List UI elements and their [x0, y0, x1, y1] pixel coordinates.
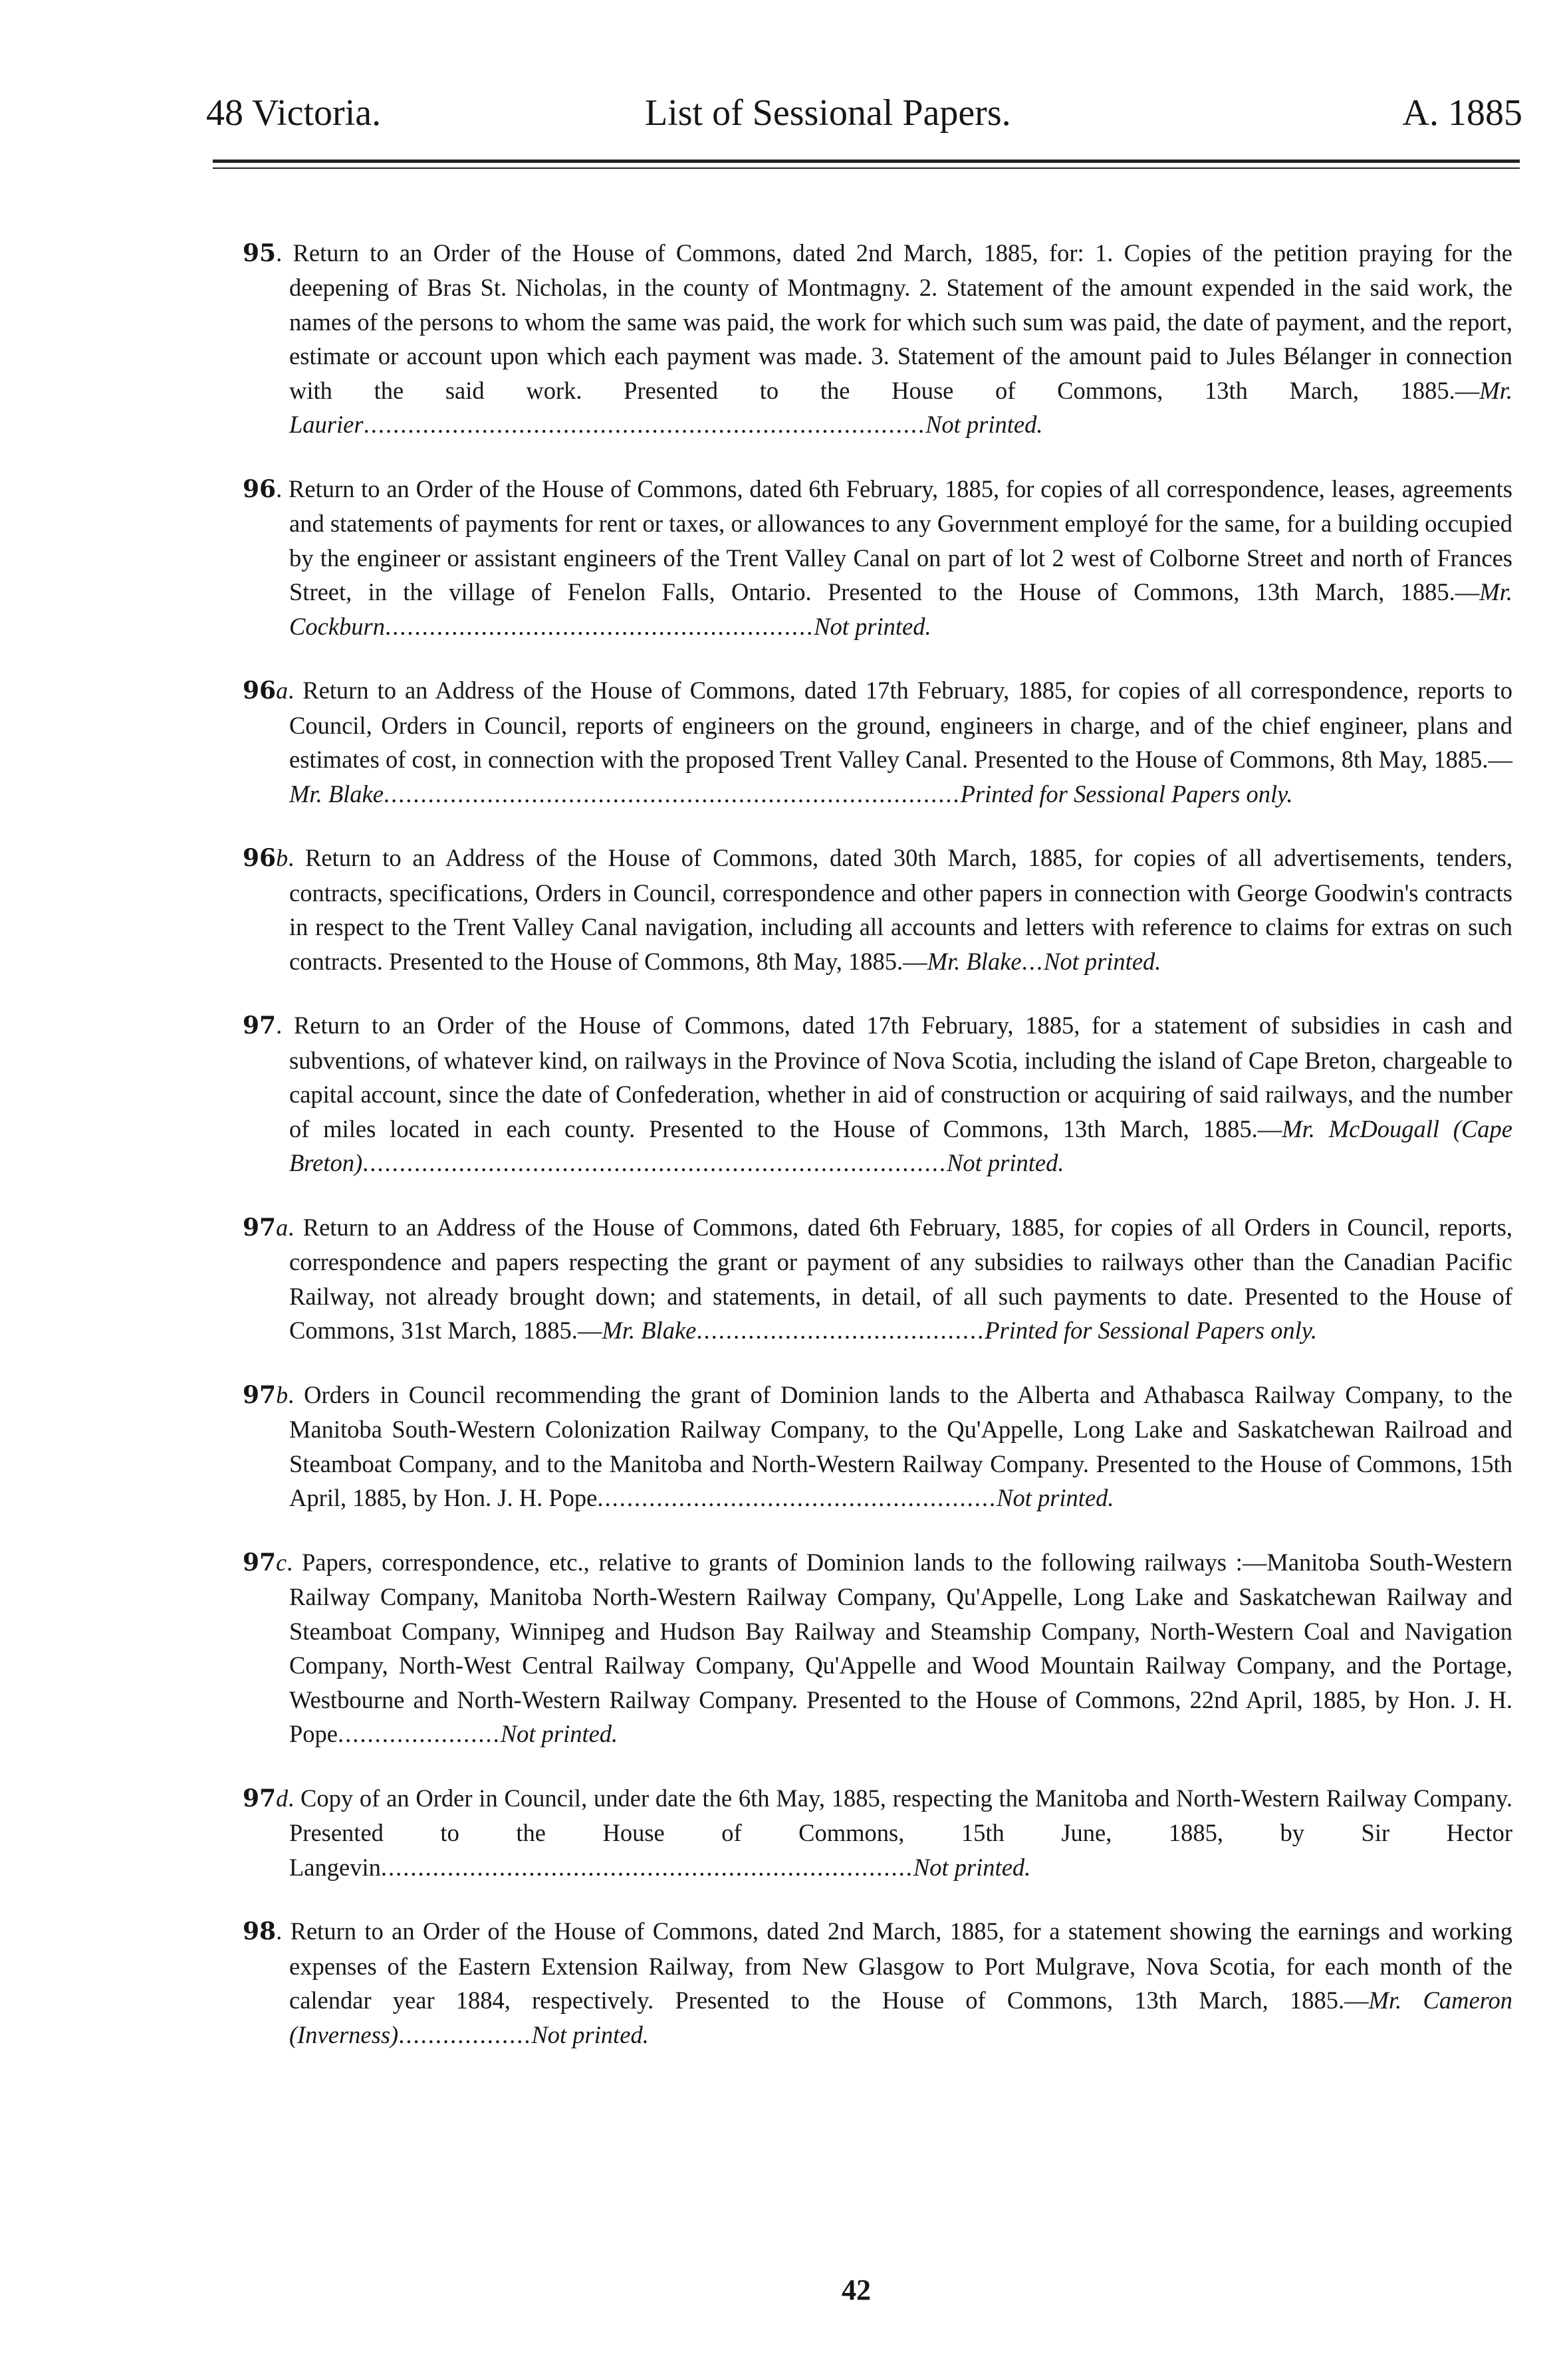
- paper-description: . Return to an Order of the House of Commons, dated 6th February, 1885, for copies of all correspondence, leases, agreements and statements of payments for rent or taxes, or allowances to any Government employé for the same, for a building occupied by the engineer or assistant engineers of the Trent Valley Canal on part of lot 2 west of Colborne Street and north of Frances Street, in the village of Fenelon Falls, Ontario. Presented to the House of Commons, 13th March, 1885.—: [276, 475, 1512, 605]
- header-title: List of Sessional Papers.: [645, 92, 1011, 134]
- running-header: [206, 72, 1522, 132]
- paper-status: Not printed.: [531, 2020, 649, 2048]
- header-rule-thick: [213, 160, 1520, 163]
- paper-status: Not printed.: [1043, 947, 1161, 975]
- paper-description: . Return to an Order of the House of Commons, dated 2nd March, 1885, for: 1. Copies of the petition praying for the deepening of Bras St. Nicholas, in the county of Montmagny. 2. Statement of the amount expended in the said work, the names of the persons to whom the same was paid, the work for which such sum was paid, the date of payment, and the report, estimate or account upon which each payment was made. 3. Statement of the amount paid to Jules Bélanger in connection with the said work. Presented to the House of Commons, 13th March, 1885.—: [276, 239, 1512, 404]
- paper-status: Not printed.: [947, 1149, 1064, 1176]
- paper-description: . Return to an Address of the House of Commons, dated 17th February, 1885, for copies of all correspondence, reports to Council, Orders in Council, reports of engineers on the ground, engineers in charge, and of the chief engineer, plans and estimates of cost, in connection with the proposed Trent Valley Canal. Presented to the House of Commons, 8th May, 1885.—: [288, 677, 1512, 773]
- paper-sponsor: Mr. Blake: [927, 947, 1022, 975]
- paper-entry: [243, 1781, 1512, 1885]
- paper-entry: [243, 1008, 1512, 1180]
- paper-description: . Copy of an Order in Council, under date the 6th May, 1885, respecting the Manitoba and North-Western Railway Company. Presented to the House of Commons, 15th June, 1885, by Sir Hector Langevin: [288, 1784, 1512, 1881]
- dot-leader: ........................................................................: [380, 1853, 913, 1881]
- paper-entry: [243, 472, 1512, 644]
- paper-description: . Return to an Address of the House of Commons, dated 30th March, 1885, for copies of all advertisements, tenders, contracts, specifications, Orders in Council, correspondence and other papers in connection with George Goodwin's contracts in respect to the Trent Valley Canal navigation, including all accounts and letters with reference to claims for extras on such contracts. Presented to the House of Commons, 8th May, 1885.—: [288, 844, 1512, 975]
- paper-number: 97a: [243, 1213, 289, 1242]
- header-session: 48 Victoria.: [206, 92, 382, 134]
- header-year: A. 1885: [1402, 92, 1522, 134]
- paper-description: . Orders in Council recommending the grant of Dominion lands to the Alberta and Athabasca Railway Company, to the Manitoba South-Western Colonization Railway Company, to the Qu'Appelle, Long Lake and Saskatchewan Railroad and Steamboat Company, and to the Manitoba and North-Western Railway Company. Presented to the House of Commons, 15th April, 1885, by Hon. J. H. Pope: [288, 1380, 1512, 1511]
- paper-number: 96b: [243, 844, 289, 872]
- paper-sponsor: Mr. Blake: [289, 780, 384, 808]
- dot-leader: ......................: [338, 1720, 501, 1747]
- paper-status: Not printed.: [925, 411, 1043, 438]
- paper-number: 97: [243, 1012, 277, 1039]
- paper-status: Not printed.: [913, 1853, 1031, 1881]
- paper-number: 95: [243, 239, 277, 267]
- paper-entry: [243, 1210, 1512, 1348]
- paper-sponsor: Mr. Cameron (Inverness): [289, 1987, 1512, 2048]
- paper-number: 96: [243, 475, 277, 503]
- paper-status: Not printed.: [997, 1484, 1114, 1511]
- paper-entry: [243, 841, 1512, 978]
- paper-number: 97c: [243, 1548, 287, 1576]
- page-number: 42: [842, 2274, 871, 2306]
- paper-description: . Return to an Address of the House of Commons, dated 6th February, 1885, for copies of all Orders in Council, reports, correspondence and papers respecting the grant or payment of any subsidies to railways other than the Canadian Pacific Railway, not already brought down; and statements, in detail, of all such payments to date. Presented to the House of Commons, 31st March, 1885.—: [288, 1213, 1512, 1344]
- dot-leader: ...............................................................................: [362, 1149, 947, 1176]
- dot-leader: ..........................................................: [384, 612, 814, 640]
- paper-entry: [243, 673, 1512, 811]
- paper-status: Not printed.: [814, 612, 931, 640]
- paper-sponsor: Mr. McDougall (Cape Breton): [289, 1115, 1512, 1176]
- paper-sponsor: Mr. Blake: [602, 1317, 697, 1344]
- paper-status: Not printed.: [500, 1720, 618, 1747]
- paper-entry: [243, 236, 1512, 442]
- paper-description: . Return to an Order of the House of Commons, dated 17th February, 1885, for a statement of subsidies in cash and subventions, of whatever kind, on railways in the Province of Nova Scotia, including the island of Cape Breton, chargeable to capital account, since the date of Confederation, whether in aid of construction or acquiring of said railways, and the number of miles located in each county. Presented to the House of Commons, 13th March, 1885.—: [276, 1012, 1512, 1142]
- paper-number: 96a: [243, 677, 289, 704]
- paper-number: 97b: [243, 1380, 289, 1409]
- header-rule-thin: [213, 167, 1520, 169]
- paper-description: . Return to an Order of the House of Commons, dated 2nd March, 1885, for a statement showing the earnings and working expenses of the Eastern Extension Railway, from New Glasgow to Port Mulgrave, Nova Scotia, for each month of the calendar year 1884, respectively. Presented to the House of Commons, 13th March, 1885.—: [276, 1917, 1512, 2014]
- dot-leader: ............................................................................: [363, 411, 926, 438]
- paper-entry: [243, 1378, 1512, 1515]
- dot-leader: ...: [1021, 947, 1044, 975]
- paper-sponsor: Mr. Cockburn: [289, 578, 1512, 640]
- dot-leader: ..................: [398, 2020, 532, 2048]
- sessional-papers-list: [243, 211, 1512, 2082]
- paper-entry: [243, 1545, 1512, 1751]
- dot-leader: ..............................................................................: [383, 780, 961, 808]
- dot-leader: ......................................................: [597, 1484, 997, 1511]
- paper-status: Printed for Sessional Papers only.: [960, 780, 1293, 808]
- paper-description: . Papers, correspondence, etc., relative to grants of Dominion lands to the following railways :—Manitoba South-Western Railway Company, Manitoba North-Western Railway Company, Qu'Appelle, Long Lake and Saskatchewan Railway and Steamboat Company, Winnipeg and Hudson Bay Railway and Steamship Company, North-Western Coal and Navigation Company, North-West Central Railway Company, Qu'Appelle and Wood Mountain Railway Company, and the Portage, Westbourne and North-Western Railway Company. Presented to the House of Commons, 22nd April, 1885, by Hon. J. H. Pope: [287, 1548, 1512, 1747]
- paper-sponsor: Mr. Laurier: [289, 376, 1512, 438]
- paper-entry: [243, 1914, 1512, 2052]
- dot-leader: .......................................: [696, 1317, 985, 1344]
- paper-status: Printed for Sessional Papers only.: [985, 1317, 1318, 1344]
- paper-number: 97d: [243, 1784, 289, 1812]
- paper-number: 98: [243, 1917, 277, 1945]
